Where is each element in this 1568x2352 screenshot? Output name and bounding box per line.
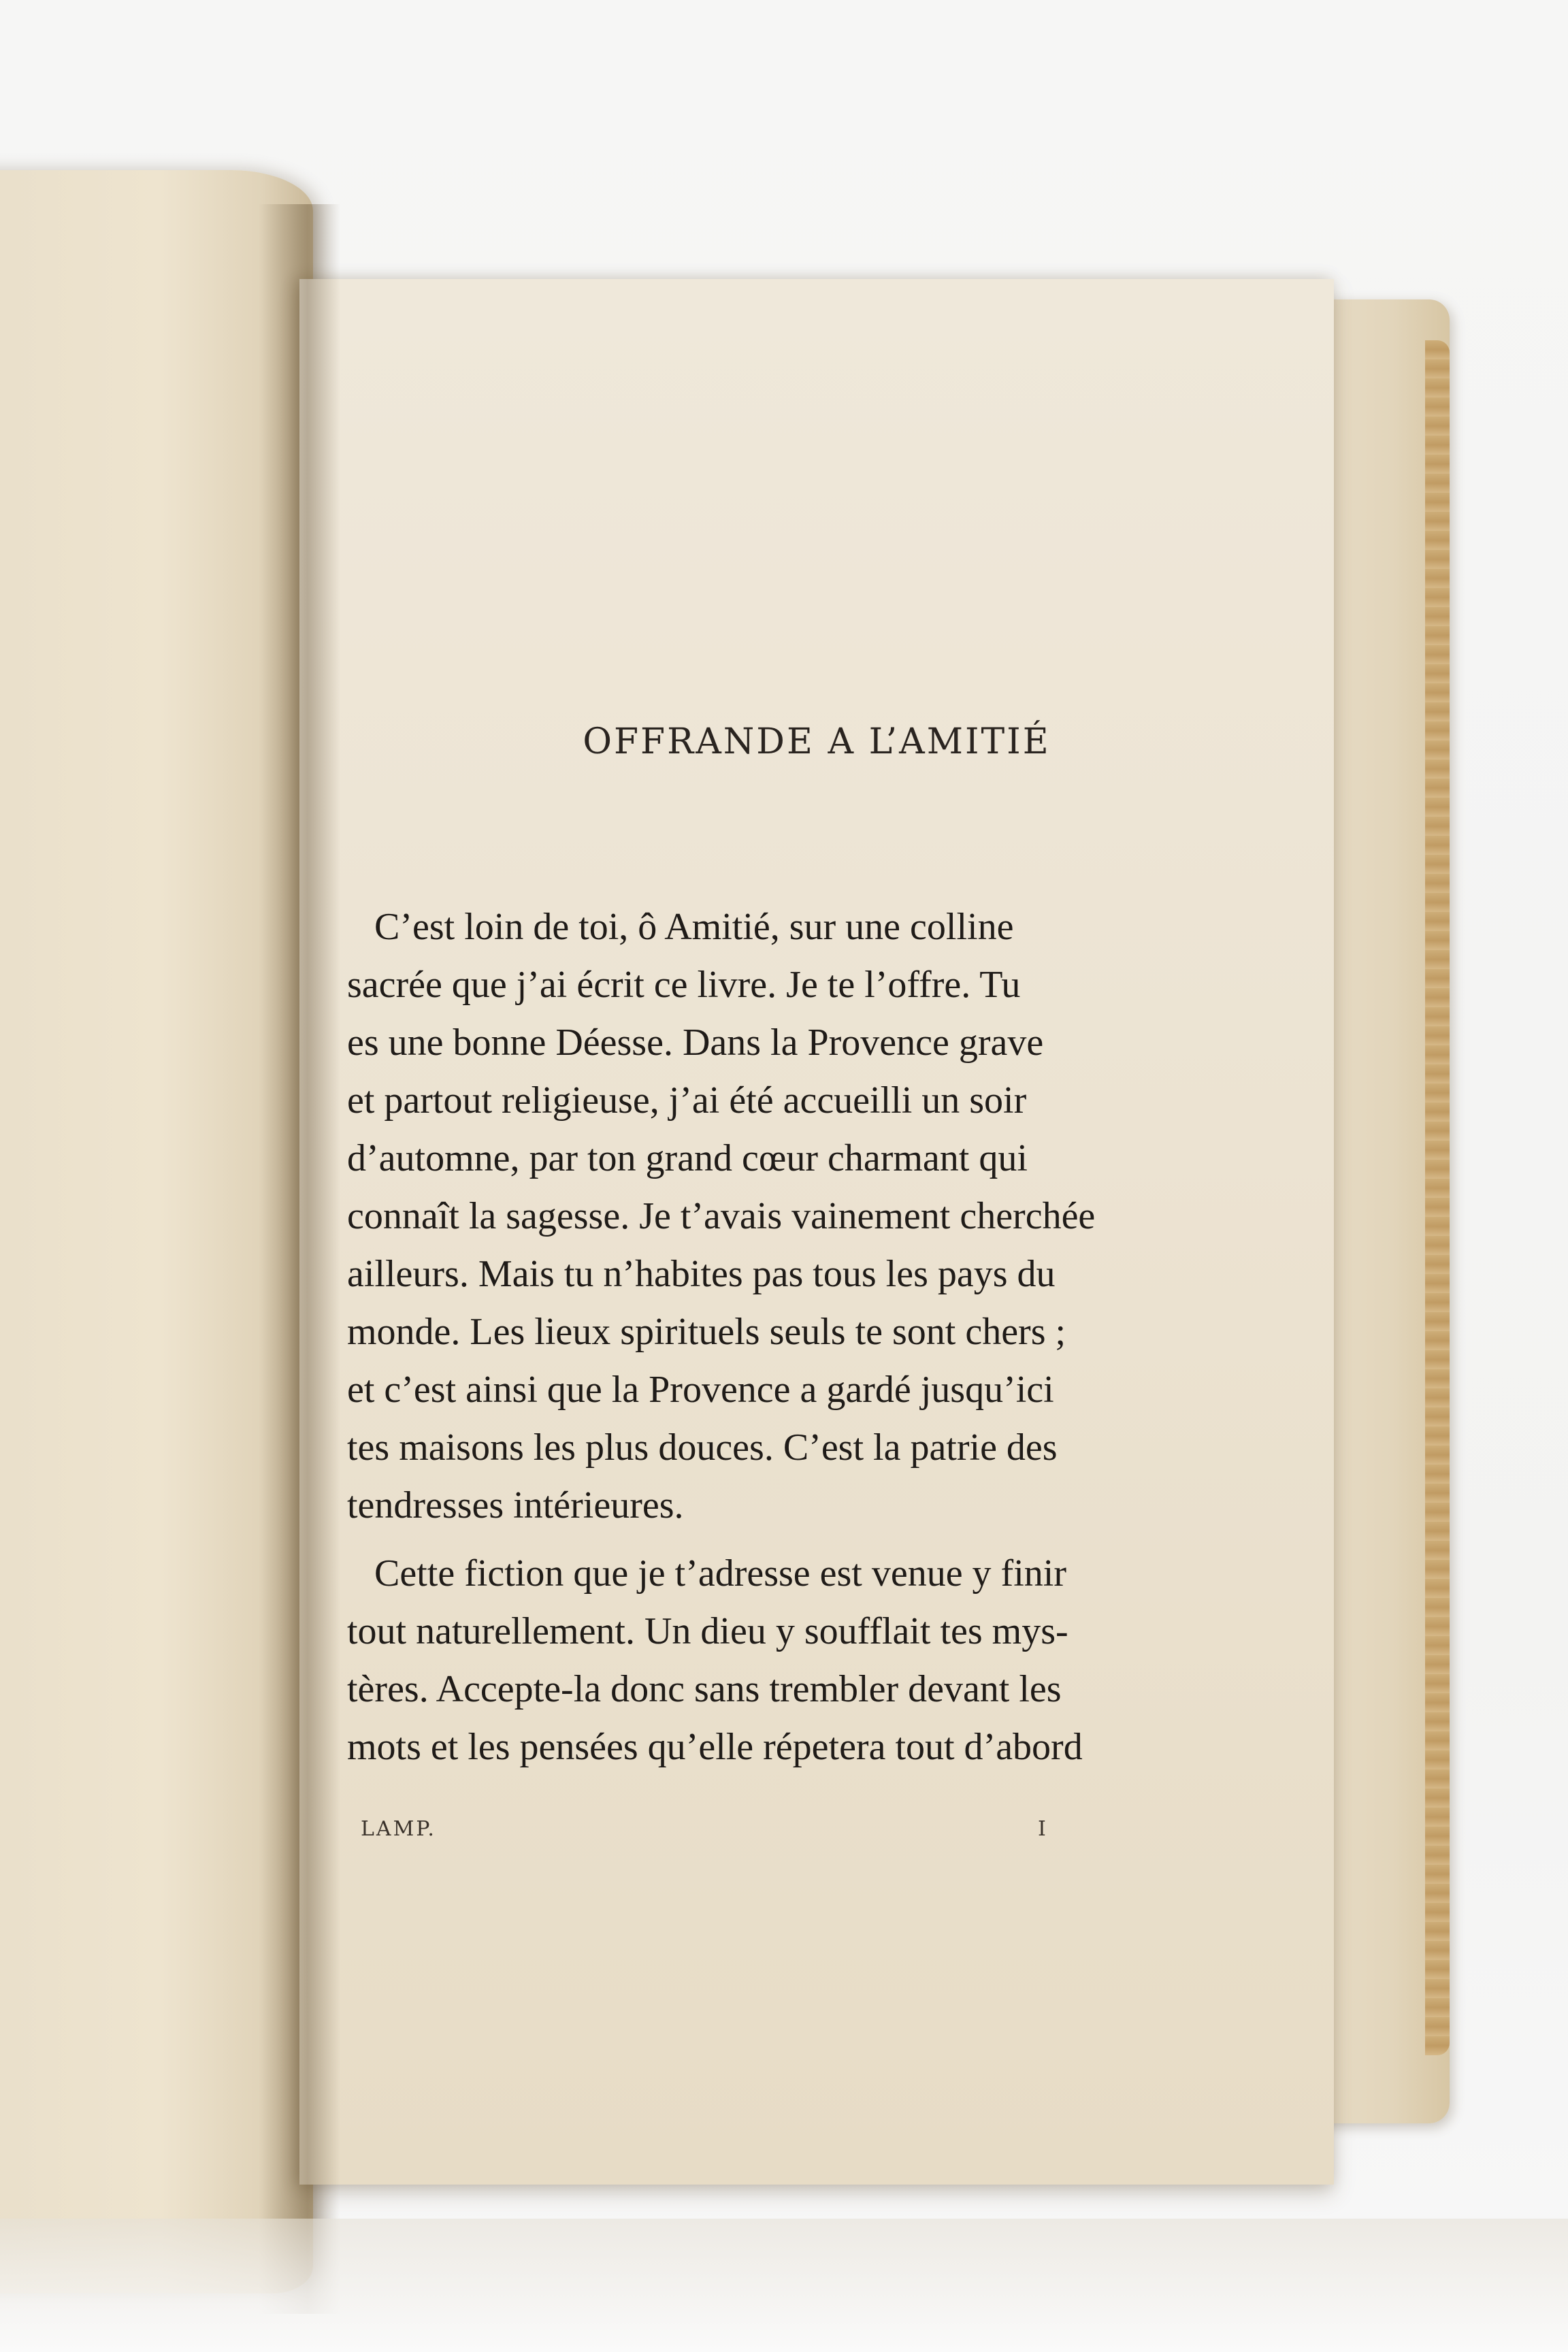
text-line: sacrée que j’ai écrit ce livre. Je te l’offre. Tu	[347, 964, 1021, 1006]
text-line: monde. Les lieux spirituels seuls te sont chers ;	[347, 1311, 1066, 1353]
book-gutter-shadow	[259, 204, 340, 2314]
text-line: tendresses intérieures.	[347, 1484, 684, 1526]
signature-number: I	[1038, 1817, 1048, 1841]
text-line: es une bonne Déesse. Dans la Provence grave	[347, 1022, 1044, 1064]
text-line: et c’est ainsi que la Provence a gardé jusqu’ici	[347, 1369, 1054, 1411]
text-line: et partout religieuse, j’ai été accueilli un soir	[347, 1079, 1027, 1122]
text-line: Cette fiction que je t’adresse est venue y finir	[374, 1552, 1066, 1595]
text-line: tout naturellement. Un dieu y soufflait tes mys-	[347, 1610, 1068, 1652]
signature-mark: LAMP.	[361, 1817, 436, 1841]
chapter-title: OFFRANDE A L’AMITIÉ	[583, 721, 1051, 762]
text-line-content: C’est loin de toi, ô Amitié, sur une colline	[374, 906, 1014, 948]
book-page	[299, 279, 1334, 2185]
text-line: connaît la sagesse. Je t’avais vainement cherchée	[347, 1195, 1096, 1237]
text-line: d’automne, par ton grand cœur charmant qui	[347, 1137, 1028, 1179]
text-line: tères. Accepte-la donc sans trembler devant les	[347, 1668, 1062, 1710]
left-page-show-through	[14, 851, 24, 878]
text-line: ailleurs. Mais tu n’habites pas tous les pays du	[347, 1253, 1056, 1295]
text-line	[347, 905, 1232, 949]
surface-reflection	[0, 2219, 1568, 2352]
text-line: mots et les pensées qu’elle répetera tout d’abord	[347, 1726, 1083, 1768]
text-line: tes maisons les plus douces. C’est la patrie des	[347, 1426, 1058, 1469]
